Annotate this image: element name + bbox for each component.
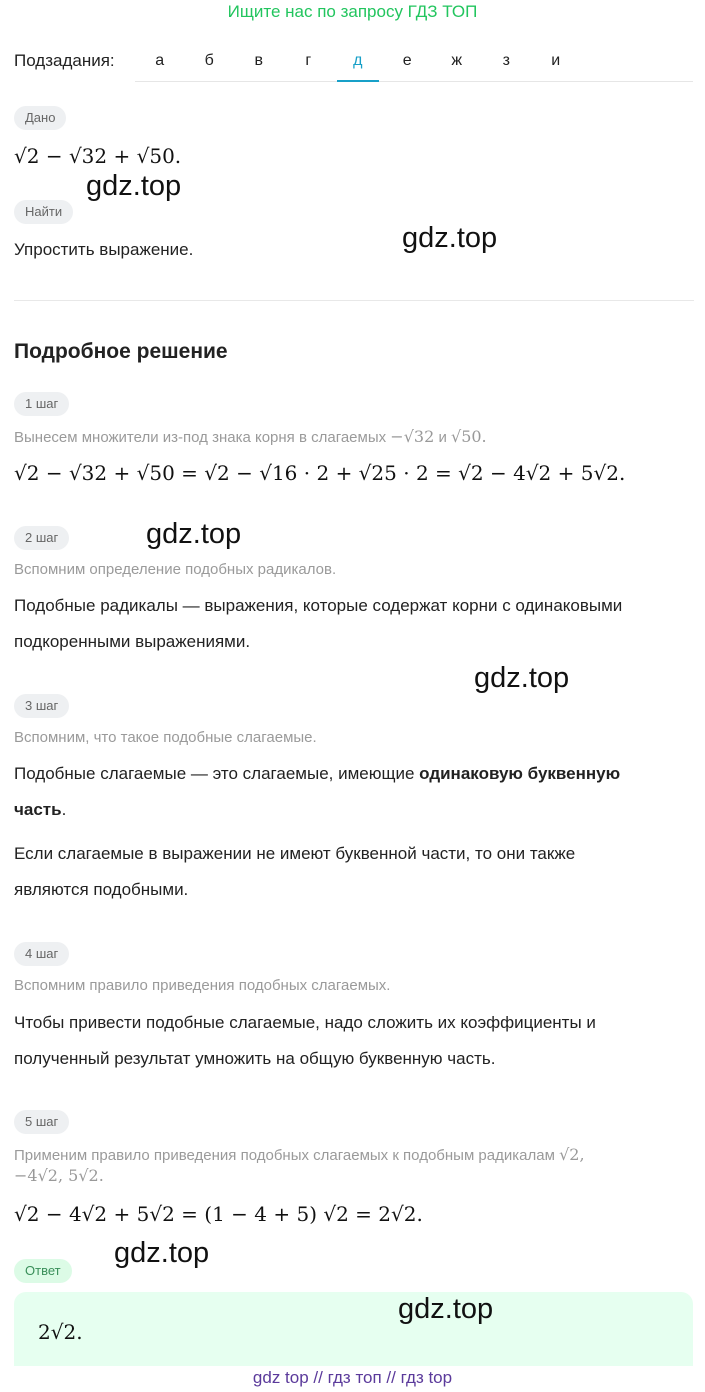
step-1-hint-text: Вынесем множители из-под знака корня в слагаемых <box>14 429 387 446</box>
step-3-text-b-line1: Если слагаемые в выражении не имеют буквенной части, то они также <box>14 844 576 863</box>
watermark: gdz.top <box>398 1293 494 1325</box>
answer-pill: Ответ <box>14 1259 72 1283</box>
tab-a[interactable]: а <box>155 52 165 69</box>
answer-value: 2√2. <box>38 1320 83 1344</box>
given-expression: √2 − √32 + √50. <box>14 144 182 168</box>
step-1-pill: 1 шаг <box>14 392 69 416</box>
find-text: Упростить выражение. <box>14 240 194 259</box>
footer-links[interactable]: gdz top // гдз топ // гдз top <box>252 1368 453 1387</box>
subtask-bar <box>14 44 694 82</box>
step-5-hint-text: Применим правило приведения подобных слагаемых к подобным радикалам <box>14 1147 555 1164</box>
step-3-hint: Вспомним, что такое подобные слагаемые. <box>14 729 317 746</box>
step-5-hint-math: √2, <box>559 1145 585 1164</box>
find-pill: Найти <box>14 200 73 224</box>
step-5-hint-line2: −4√2, 5√2. <box>14 1166 104 1185</box>
step-3-text-a-line2 <box>14 792 66 828</box>
step-5-hint-line1 <box>14 1145 585 1164</box>
step-3-text-b-line2: являются подобными. <box>14 880 189 899</box>
step-4-text-line2: полученный результат умножить на общую буквенную часть. <box>14 1049 496 1068</box>
step-3-text-a-bold-2: часть <box>14 800 62 819</box>
tab-zh[interactable]: ж <box>451 52 463 69</box>
search-banner[interactable]: Ищите нас по запросу ГДЗ ТОП <box>227 2 478 21</box>
watermark: gdz.top <box>474 662 570 694</box>
step-1-math: √2 − √32 + √50 = √2 − √16 · 2 + √25 · 2 = √2 − 4√2 + 5√2. <box>14 461 626 485</box>
step-3-text-a-pre: Подобные слагаемые — это слагаемые, имеющие <box>14 764 420 783</box>
tab-b[interactable]: б <box>204 52 214 69</box>
tab-g[interactable]: г <box>305 52 312 69</box>
step-1-hint-math-1: −√32 <box>390 427 435 446</box>
step-3-text-a-post: . <box>61 800 67 819</box>
step-4-hint: Вспомним правило приведения подобных слагаемых. <box>14 977 391 994</box>
tab-z[interactable]: з <box>502 52 510 69</box>
watermark: gdz.top <box>86 170 182 202</box>
step-1-hint-and: и <box>438 429 447 446</box>
section-divider <box>14 300 694 301</box>
step-3-pill: 3 шаг <box>14 694 69 718</box>
tab-e[interactable]: е <box>402 52 412 69</box>
step-1-hint <box>14 427 487 446</box>
step-2-hint: Вспомним определение подобных радикалов. <box>14 561 337 578</box>
watermark: gdz.top <box>114 1237 210 1269</box>
step-4-pill: 4 шаг <box>14 942 69 966</box>
step-1-hint-math-2: √50. <box>451 427 487 446</box>
given-pill: Дано <box>14 106 66 130</box>
subtask-tabs <box>135 44 693 82</box>
tab-d[interactable]: д <box>333 44 383 81</box>
step-5-math: √2 − 4√2 + 5√2 = (1 − 4 + 5) √2 = 2√2. <box>14 1202 423 1226</box>
step-3-text-a-bold: одинаковую буквенную <box>419 764 621 783</box>
subtasks-label: Подзадания: <box>14 51 115 70</box>
answer-box <box>14 1292 693 1366</box>
step-2-pill: 2 шаг <box>14 526 69 550</box>
tab-i[interactable]: и <box>551 52 561 69</box>
step-4-text-line1: Чтобы привести подобные слагаемые, надо сложить их коэффициенты и <box>14 1013 596 1032</box>
solution-title: Подробное решение <box>14 340 228 363</box>
step-2-text-line1: Подобные радикалы — выражения, которые содержат корни с одинаковыми <box>14 596 623 615</box>
tab-v[interactable]: в <box>254 52 263 69</box>
watermark: gdz.top <box>146 518 242 550</box>
watermark: gdz.top <box>402 222 498 254</box>
step-5-pill: 5 шаг <box>14 1110 69 1134</box>
step-2-text-line2: подкоренными выражениями. <box>14 632 251 651</box>
step-3-text-a-line1 <box>14 756 620 792</box>
